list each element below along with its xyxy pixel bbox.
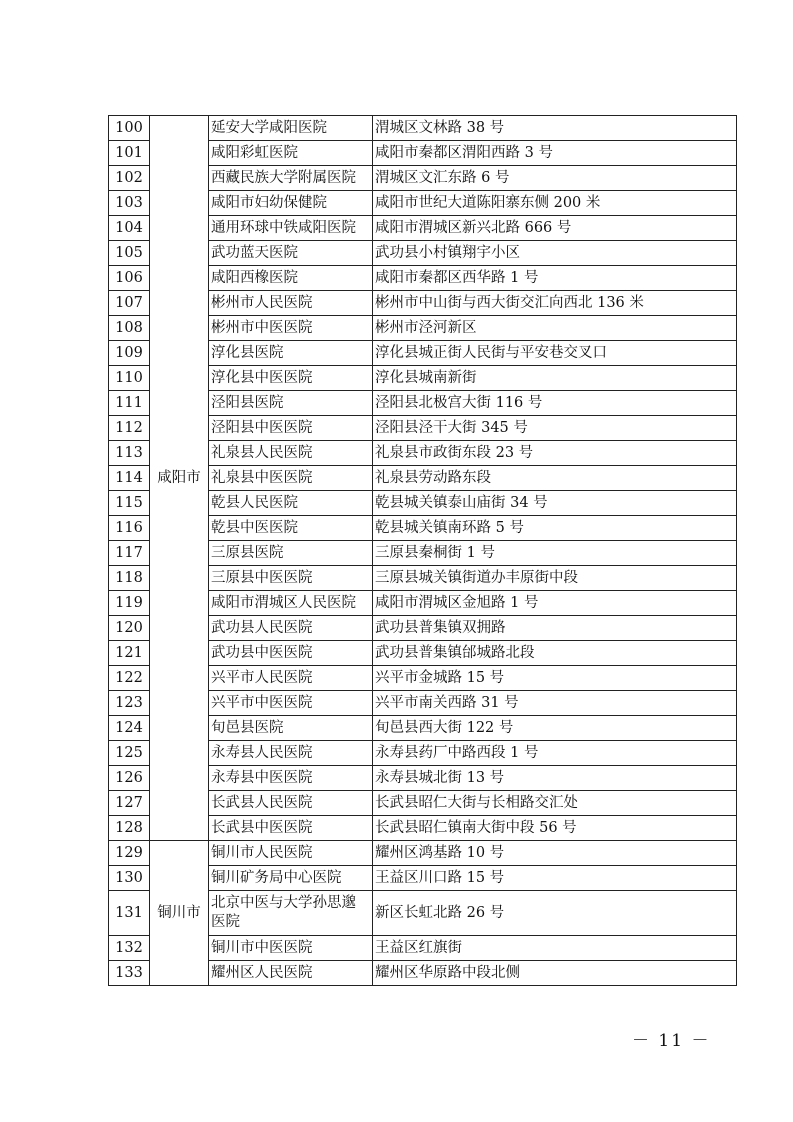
hospital-address: 永寿县药厂中路西段 1 号 bbox=[373, 741, 737, 766]
city-cell: 咸阳市 bbox=[150, 116, 209, 841]
hospital-name: 礼泉县人民医院 bbox=[209, 441, 373, 466]
hospital-address: 三原县城关镇街道办丰原街中段 bbox=[373, 566, 737, 591]
hospital-address: 王益区红旗街 bbox=[373, 936, 737, 961]
row-number: 106 bbox=[109, 266, 150, 291]
row-number: 131 bbox=[109, 891, 150, 936]
row-number: 100 bbox=[109, 116, 150, 141]
hospital-name: 彬州市中医医院 bbox=[209, 316, 373, 341]
hospital-address: 武功县普集镇邰城路北段 bbox=[373, 641, 737, 666]
hospital-address: 长武县昭仁大街与长相路交汇处 bbox=[373, 791, 737, 816]
hospital-address: 咸阳市秦都区西华路 1 号 bbox=[373, 266, 737, 291]
hospital-address: 礼泉县市政街东段 23 号 bbox=[373, 441, 737, 466]
hospital-address: 旬邑县西大街 122 号 bbox=[373, 716, 737, 741]
hospital-address: 永寿县城北街 13 号 bbox=[373, 766, 737, 791]
hospital-name: 三原县中医医院 bbox=[209, 566, 373, 591]
hospital-name: 武功县中医医院 bbox=[209, 641, 373, 666]
hospital-name: 乾县中医医院 bbox=[209, 516, 373, 541]
hospital-address: 武功县小村镇翔宇小区 bbox=[373, 241, 737, 266]
hospital-address: 泾阳县北极宫大街 116 号 bbox=[373, 391, 737, 416]
hospital-address: 淳化县城南新街 bbox=[373, 366, 737, 391]
hospital-name: 乾县人民医院 bbox=[209, 491, 373, 516]
row-number: 109 bbox=[109, 341, 150, 366]
page-number: － 11 － bbox=[632, 1031, 711, 1051]
hospital-address: 新区长虹北路 26 号 bbox=[373, 891, 737, 936]
hospital-address: 耀州区鸿基路 10 号 bbox=[373, 841, 737, 866]
hospital-name: 铜川市人民医院 bbox=[209, 841, 373, 866]
hospital-name: 永寿县人民医院 bbox=[209, 741, 373, 766]
hospital-name: 北京中医与大学孙思邈医院 bbox=[209, 891, 373, 936]
row-number: 117 bbox=[109, 541, 150, 566]
row-number: 111 bbox=[109, 391, 150, 416]
hospital-address: 王益区川口路 15 号 bbox=[373, 866, 737, 891]
row-number: 116 bbox=[109, 516, 150, 541]
hospital-name: 永寿县中医医院 bbox=[209, 766, 373, 791]
hospital-address: 乾县城关镇南环路 5 号 bbox=[373, 516, 737, 541]
hospital-address: 淳化县城正街人民街与平安巷交叉口 bbox=[373, 341, 737, 366]
hospital-name: 武功县人民医院 bbox=[209, 616, 373, 641]
hospital-name: 咸阳市妇幼保健院 bbox=[209, 191, 373, 216]
row-number: 124 bbox=[109, 716, 150, 741]
row-number: 126 bbox=[109, 766, 150, 791]
hospital-name: 兴平市人民医院 bbox=[209, 666, 373, 691]
row-number: 120 bbox=[109, 616, 150, 641]
row-number: 105 bbox=[109, 241, 150, 266]
row-number: 122 bbox=[109, 666, 150, 691]
row-number: 101 bbox=[109, 141, 150, 166]
hospital-name: 彬州市人民医院 bbox=[209, 291, 373, 316]
hospital-address: 咸阳市渭城区金旭路 1 号 bbox=[373, 591, 737, 616]
hospital-name: 泾阳县医院 bbox=[209, 391, 373, 416]
row-number: 132 bbox=[109, 936, 150, 961]
hospital-name: 长武县中医医院 bbox=[209, 816, 373, 841]
hospital-list-table bbox=[108, 115, 737, 986]
row-number: 104 bbox=[109, 216, 150, 241]
hospital-name: 咸阳彩虹医院 bbox=[209, 141, 373, 166]
hospital-address: 咸阳市世纪大道陈阳寨东侧 200 米 bbox=[373, 191, 737, 216]
hospital-name: 咸阳市渭城区人民医院 bbox=[209, 591, 373, 616]
row-number: 114 bbox=[109, 466, 150, 491]
row-number: 119 bbox=[109, 591, 150, 616]
hospital-name: 延安大学咸阳医院 bbox=[209, 116, 373, 141]
hospital-address: 咸阳市秦都区渭阳西路 3 号 bbox=[373, 141, 737, 166]
row-number: 133 bbox=[109, 961, 150, 986]
table-row bbox=[109, 841, 737, 866]
hospital-name: 礼泉县中医医院 bbox=[209, 466, 373, 491]
hospital-address: 彬州市泾河新区 bbox=[373, 316, 737, 341]
hospital-name: 淳化县医院 bbox=[209, 341, 373, 366]
row-number: 115 bbox=[109, 491, 150, 516]
hospital-name: 武功蓝天医院 bbox=[209, 241, 373, 266]
row-number: 125 bbox=[109, 741, 150, 766]
table-row bbox=[109, 116, 737, 141]
hospital-name: 泾阳县中医医院 bbox=[209, 416, 373, 441]
hospital-address: 渭城区文林路 38 号 bbox=[373, 116, 737, 141]
hospital-name: 咸阳西橡医院 bbox=[209, 266, 373, 291]
hospital-address: 长武县昭仁镇南大街中段 56 号 bbox=[373, 816, 737, 841]
hospital-address: 礼泉县劳动路东段 bbox=[373, 466, 737, 491]
hospital-address: 兴平市南关西路 31 号 bbox=[373, 691, 737, 716]
row-number: 113 bbox=[109, 441, 150, 466]
row-number: 108 bbox=[109, 316, 150, 341]
row-number: 110 bbox=[109, 366, 150, 391]
hospital-name: 长武县人民医院 bbox=[209, 791, 373, 816]
row-number: 107 bbox=[109, 291, 150, 316]
hospital-address: 渭城区文汇东路 6 号 bbox=[373, 166, 737, 191]
hospital-address: 耀州区华原路中段北侧 bbox=[373, 961, 737, 986]
hospital-address: 兴平市金城路 15 号 bbox=[373, 666, 737, 691]
row-number: 130 bbox=[109, 866, 150, 891]
hospital-name: 通用环球中铁咸阳医院 bbox=[209, 216, 373, 241]
hospital-name: 淳化县中医医院 bbox=[209, 366, 373, 391]
hospital-name: 旬邑县医院 bbox=[209, 716, 373, 741]
hospital-address: 武功县普集镇双拥路 bbox=[373, 616, 737, 641]
row-number: 129 bbox=[109, 841, 150, 866]
hospital-address: 彬州市中山街与西大街交汇向西北 136 米 bbox=[373, 291, 737, 316]
hospital-name: 三原县医院 bbox=[209, 541, 373, 566]
row-number: 118 bbox=[109, 566, 150, 591]
hospital-name: 西藏民族大学附属医院 bbox=[209, 166, 373, 191]
hospital-name: 耀州区人民医院 bbox=[209, 961, 373, 986]
hospital-name: 铜川市中医医院 bbox=[209, 936, 373, 961]
city-cell: 铜川市 bbox=[150, 841, 209, 986]
row-number: 112 bbox=[109, 416, 150, 441]
hospital-name: 铜川矿务局中心医院 bbox=[209, 866, 373, 891]
hospital-address: 咸阳市渭城区新兴北路 666 号 bbox=[373, 216, 737, 241]
row-number: 103 bbox=[109, 191, 150, 216]
hospital-address: 三原县秦桐街 1 号 bbox=[373, 541, 737, 566]
hospital-address: 泾阳县泾干大街 345 号 bbox=[373, 416, 737, 441]
row-number: 128 bbox=[109, 816, 150, 841]
row-number: 123 bbox=[109, 691, 150, 716]
row-number: 102 bbox=[109, 166, 150, 191]
row-number: 127 bbox=[109, 791, 150, 816]
hospital-address: 乾县城关镇泰山庙街 34 号 bbox=[373, 491, 737, 516]
hospital-name: 兴平市中医医院 bbox=[209, 691, 373, 716]
row-number: 121 bbox=[109, 641, 150, 666]
